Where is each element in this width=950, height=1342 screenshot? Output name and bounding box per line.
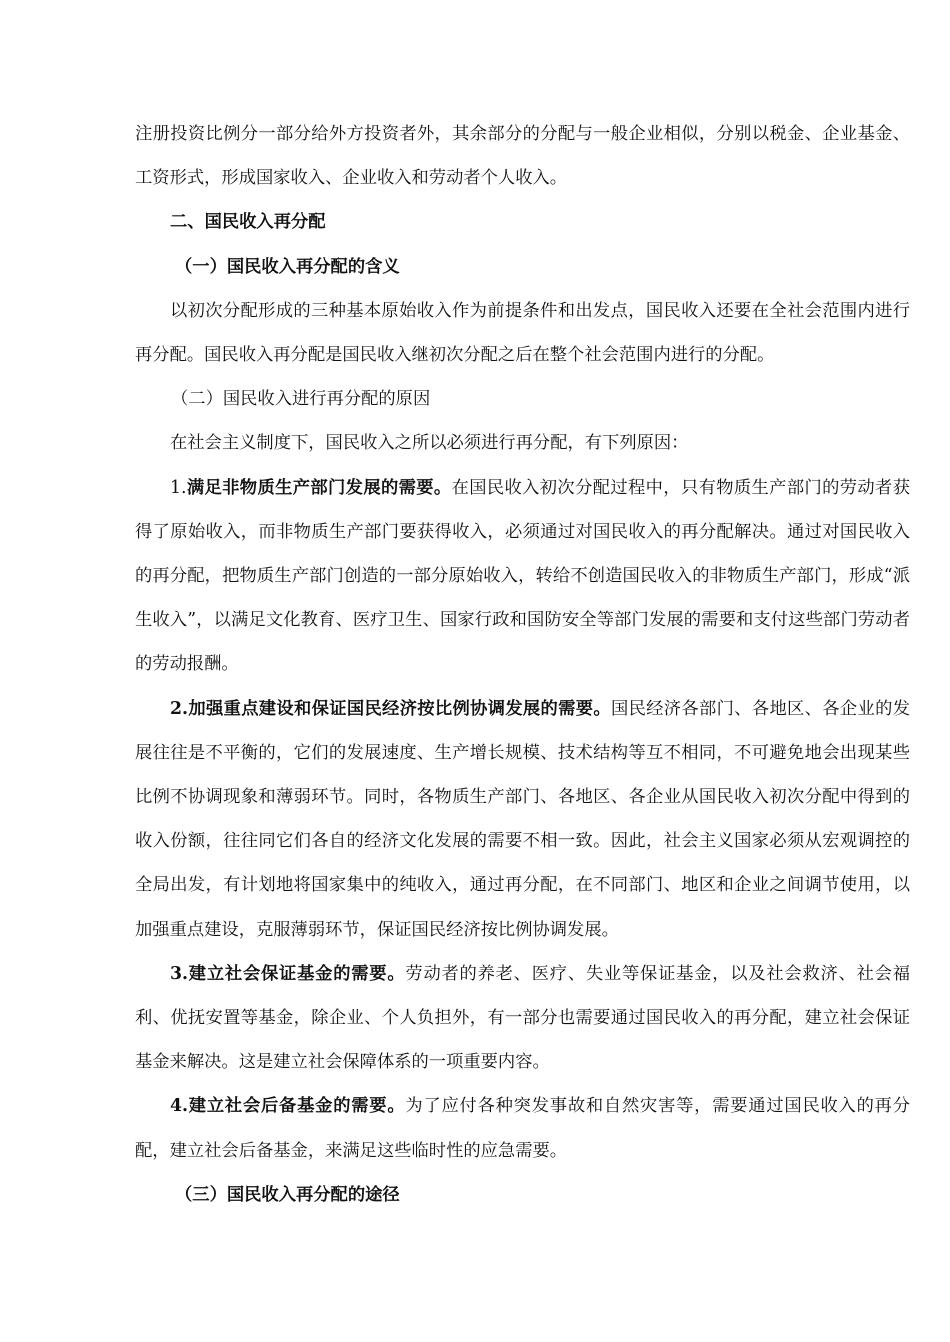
paragraph-meaning: 以初次分配形成的三种基本原始收入作为前提条件和出发点，国民收入还要在全社会范围内进行再分配。国民收入再分配是国民收入继初次分配之后在整个社会范围内进行的分配。: [135, 300, 910, 366]
reason-1: [135, 466, 910, 687]
reason-2-body: 国民经济各部门、各地区、各企业的发展往往是不平衡的，它们的发展速度、生产增长规模、技术结构等互不相同，不可避免地会出现某些比例不协调现象和薄弱环节。同时，各物质生产部门、各地区、各企业从国民收入初次分配中得到的收入份额，往往同它们各自的经济文化发展的需要不相一致。因此，社会主义国家必须从宏观调控的全局出发，有计划地将国家集中的纯收入，通过再分配，在不同部门、地区和企业之间调节使用，以加强重点建设，克服薄弱环节，保证国民经济按比例协调发展。: [135, 698, 910, 940]
reason-4-title: 4.建立社会后备基金的需要。: [170, 1096, 406, 1117]
subsection-heading-meaning: （一）国民收入再分配的含义: [175, 256, 400, 277]
subsection-heading-reasons: （二）国民收入进行再分配的原因: [171, 389, 431, 410]
reason-1-number: 1.: [170, 477, 187, 498]
reason-2-title: 2.加强重点建设和保证国民经济按比例协调发展的需要。: [170, 698, 611, 719]
reason-3-body: 劳动者的养老、医疗、失业等保证基金，以及社会救济、社会福利、优抚安置等基金，除企业、个人负担外，有一部分也需要通过国民收入的再分配，建立社会保证基金来解决。这是建立社会保障体系的一项重要内容。: [135, 963, 910, 1073]
document-page: [135, 112, 910, 1217]
reason-4-body: 为了应付各种突发事故和自然灾害等，需要通过国民收入的再分配，建立社会后备基金，来满足这些临时性的应急需要。: [135, 1096, 910, 1161]
paragraph-intro: 注册投资比例分一部分给外方投资者外，其余部分的分配与一般企业相似，分别以税金、企业基金、工资形式，形成国家收入、企业收入和劳动者个人收入。: [135, 124, 910, 189]
reason-3: [135, 952, 910, 1085]
reason-1-body: 在国民收入初次分配过程中，只有物质生产部门的劳动者获得了原始收入，而非物质生产部门要获得收入，必须通过对国民收入的再分配解决。通过对国民收入的再分配，把物质生产部门创造的一部分原始收入，转给不创造国民收入的非物质生产部门，形成“派生收入”，以满足文化教育、医疗卫生、国家行政和国防安全等部门发展的需要和支付这些部门劳动者的劳动报酬。: [135, 477, 910, 675]
reason-1-title: 满足非物质生产部门发展的需要。: [186, 477, 452, 498]
subsection-heading-channels: （三）国民收入再分配的途径: [175, 1184, 400, 1205]
reason-3-title: 3.建立社会保证基金的需要。: [170, 963, 406, 984]
reason-4: [135, 1084, 910, 1172]
reason-2: [135, 687, 910, 952]
paragraph-reasons-intro: 在社会主义制度下，国民收入之所以必须进行再分配，有下列原因：: [170, 433, 689, 454]
section-heading-2: 二、国民收入再分配: [170, 212, 326, 233]
